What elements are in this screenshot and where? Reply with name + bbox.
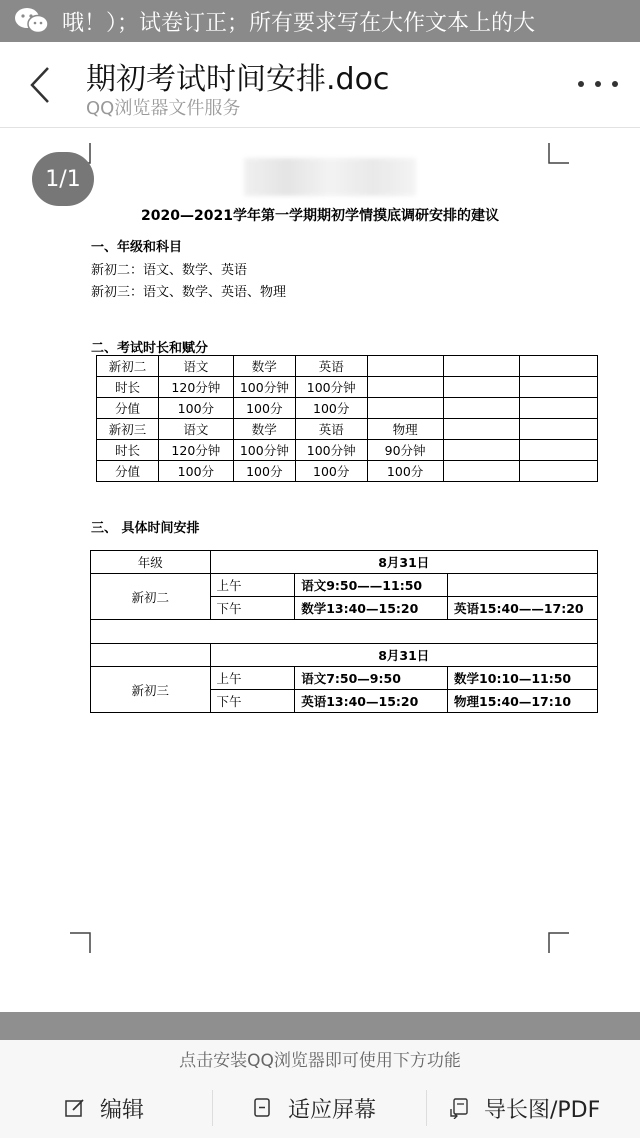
table-cell (520, 440, 598, 461)
table-cell: 分值 (97, 398, 159, 419)
table-cell: 物理 (367, 419, 443, 440)
grade2-cell: 新初二 (91, 574, 211, 620)
table-row (97, 356, 598, 377)
table-cell: 数学 (233, 419, 295, 440)
table-cell (443, 377, 520, 398)
g2-am-1: 语文9:50——11:50 (295, 574, 448, 597)
table-cell (520, 461, 598, 482)
table-row (97, 398, 598, 419)
table-cell: 100分 (233, 398, 295, 419)
table-cell (520, 377, 598, 398)
g3-pm-1: 英语13:40—15:20 (295, 690, 448, 713)
date-header-2: 8月31日 (210, 644, 597, 667)
g3-am-2: 数学10:10—11:50 (448, 667, 598, 690)
table-cell (520, 356, 598, 377)
table-cell: 100分 (233, 461, 295, 482)
toolbar-divider (212, 1090, 213, 1126)
fit-screen-button[interactable] (252, 1088, 376, 1128)
table-cell (367, 377, 443, 398)
afternoon-cell: 下午 (210, 690, 295, 713)
table-cell: 新初三 (97, 419, 159, 440)
table-cell: 90分钟 (367, 440, 443, 461)
page-indicator: 1/1 (32, 152, 94, 206)
afternoon-cell: 下午 (210, 597, 295, 620)
table-cell: 100分 (295, 461, 367, 482)
install-hint[interactable]: 点击安装QQ浏览器即可使用下方功能 (179, 1051, 461, 1071)
empty-grade-cell (91, 644, 211, 667)
edit-icon (64, 1097, 86, 1119)
table-cell: 100分钟 (295, 440, 367, 461)
g2-am-2 (448, 574, 598, 597)
table-cell: 100分 (158, 461, 233, 482)
schedule-table (90, 550, 598, 713)
duration-table (96, 355, 598, 482)
spacer-row (91, 620, 598, 644)
g2-pm-1: 数学13:40—15:20 (295, 597, 448, 620)
export-icon (448, 1097, 470, 1119)
install-banner-strip (0, 1012, 640, 1040)
section1-heading: 一、年级和科目 (91, 240, 183, 255)
grade-header: 年级 (91, 551, 211, 574)
section3-heading: 三、 具体时间安排 (91, 521, 200, 536)
table-cell: 英语 (295, 419, 367, 440)
edit-button[interactable] (64, 1088, 144, 1128)
file-title: 期初考试时间安排.doc (86, 62, 390, 97)
table-row (97, 377, 598, 398)
notification-text: 哦！）；试卷订正；所有要求写在大作文本上的大 (62, 10, 536, 36)
edit-label: 编辑 (100, 1097, 145, 1123)
table-cell (443, 461, 520, 482)
table-cell: 语文 (158, 419, 233, 440)
table-row (97, 419, 598, 440)
table-cell (367, 356, 443, 377)
fit-screen-label: 适应屏幕 (288, 1097, 377, 1123)
table-cell: 分值 (97, 461, 159, 482)
table-cell: 100分 (295, 398, 367, 419)
section2-heading: 二、考试时长和赋分 (91, 341, 209, 356)
table-cell: 数学 (233, 356, 295, 377)
toolbar-divider (426, 1090, 427, 1126)
table-cell: 100分 (367, 461, 443, 482)
morning-cell: 上午 (210, 667, 295, 690)
table-cell: 时长 (97, 377, 159, 398)
table-cell: 100分钟 (295, 377, 367, 398)
morning-cell: 上午 (210, 574, 295, 597)
g2-pm-2: 英语15:40——17:20 (448, 597, 598, 620)
table-cell: 120分钟 (158, 440, 233, 461)
doc-title: 2020—2021学年第一学期期初学情摸底调研安排的建议 (141, 208, 499, 224)
table-cell (367, 398, 443, 419)
table-cell: 英语 (295, 356, 367, 377)
bottom-toolbar (0, 1040, 640, 1138)
section1-line2: 新初三：语文、数学、英语、物理 (91, 285, 287, 300)
export-button[interactable] (448, 1088, 600, 1128)
table-cell: 时长 (97, 440, 159, 461)
fit-screen-icon (252, 1097, 274, 1119)
table-cell: 100分 (158, 398, 233, 419)
table-cell (443, 419, 520, 440)
table-cell: 120分钟 (158, 377, 233, 398)
blurred-school-name (244, 158, 416, 196)
table-row (97, 461, 598, 482)
table-cell: 语文 (158, 356, 233, 377)
table-cell (443, 440, 520, 461)
table-cell: 100分钟 (233, 377, 295, 398)
table-cell (520, 419, 598, 440)
file-service-label: QQ浏览器文件服务 (86, 98, 241, 119)
table-cell (443, 398, 520, 419)
date-header: 8月31日 (210, 551, 597, 574)
table-row (97, 440, 598, 461)
table-cell: 100分钟 (233, 440, 295, 461)
export-label: 导长图/PDF (484, 1097, 601, 1123)
section1-line1: 新初二：语文、数学、英语 (91, 263, 248, 278)
g3-pm-2: 物理15:40—17:10 (448, 690, 598, 713)
table-cell (443, 356, 520, 377)
grade3-cell: 新初三 (91, 667, 211, 713)
table-cell: 新初二 (97, 356, 159, 377)
table-cell (520, 398, 598, 419)
g3-am-1: 语文7:50—9:50 (295, 667, 448, 690)
